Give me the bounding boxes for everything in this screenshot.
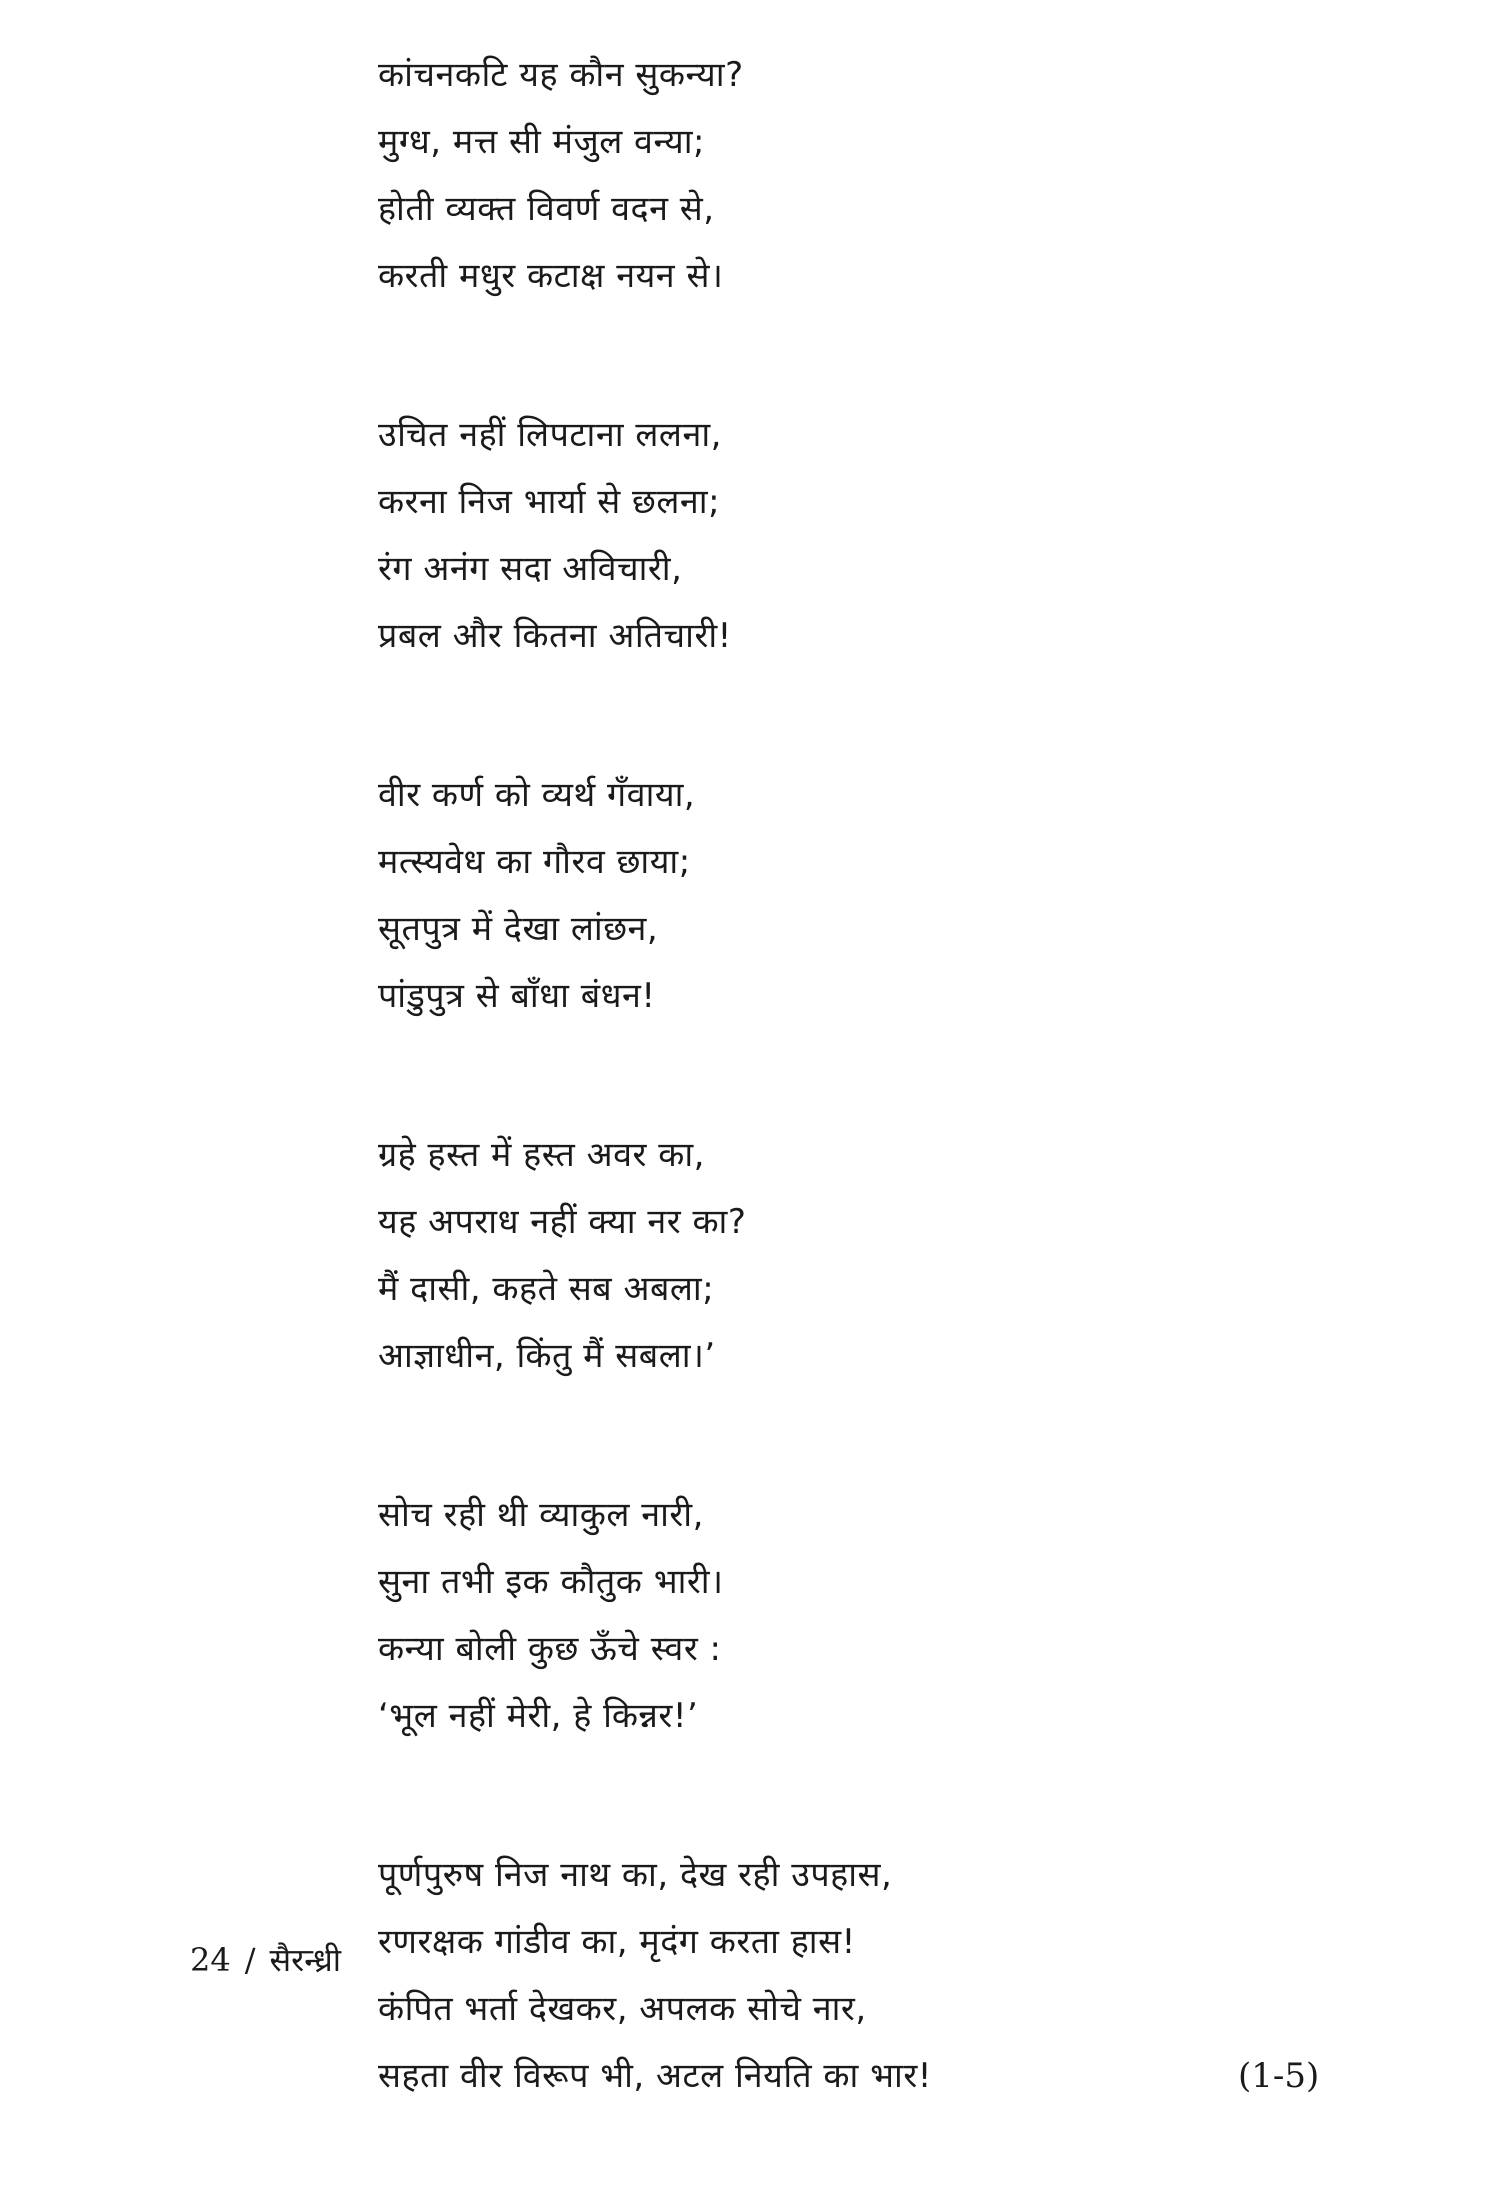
poem xyxy=(378,42,1338,2202)
poem-line: मैं दासी, कहते सब अबला; xyxy=(378,1269,715,1309)
book-title: सैरन्ध्री xyxy=(269,1941,342,1979)
poem-line: पांडुपुत्र से बाँधा बंधन! xyxy=(378,976,656,1016)
poem-line: कन्या बोली कुछ ऊँचे स्वर : xyxy=(378,1629,722,1669)
poem-line: करती मधुर कटाक्ष नयन से। xyxy=(378,256,724,296)
poem-line: करना निज भार्या से छलना; xyxy=(378,482,721,522)
poem-line: ग्रहे हस्त में हस्त अवर का, xyxy=(378,1135,705,1175)
poem-line: सोच रही थी व्याकुल नारी, xyxy=(378,1495,704,1535)
final-line-row xyxy=(378,2043,1338,2110)
poem-line: आज्ञाधीन, किंतु मैं सबला।’ xyxy=(378,1336,716,1376)
poem-line: होती व्यक्त विवर्ण वदन से, xyxy=(378,189,715,229)
poem-line: वीर कर्ण को व्यर्थ गँवाया, xyxy=(378,775,696,815)
poem-line: पूर्णपुरुष निज नाथ का, देख रही उपहास, xyxy=(378,1855,893,1895)
footer-separator: / xyxy=(244,1941,256,1979)
stanza-2 xyxy=(378,402,1338,670)
page-number: 24 xyxy=(190,1941,231,1979)
poem-line: कांचनकटि यह कौन सुकन्या? xyxy=(378,55,744,95)
poem-line: रणरक्षक गांडीव का, मृदंग करता हास! xyxy=(378,1922,856,1962)
stanza-4 xyxy=(378,1122,1338,1390)
page-footer xyxy=(190,1940,341,1980)
verse-reference: (1-5) xyxy=(1238,2056,1320,2096)
poem-line: रंग अनंग सदा अविचारी, xyxy=(378,549,683,589)
poem-line: मत्स्यवेध का गौरव छाया; xyxy=(378,842,691,882)
poem-line: उचित नहीं लिपटाना ललना, xyxy=(378,415,722,455)
poem-line: यह अपराध नहीं क्या नर का? xyxy=(378,1202,747,1242)
stanza-1 xyxy=(378,42,1338,310)
poem-line: सुना तभी इक कौतुक भारी। xyxy=(378,1562,724,1602)
poem-line: सूतपुत्र में देखा लांछन, xyxy=(378,909,659,949)
poem-line: प्रबल और कितना अतिचारी! xyxy=(378,616,732,656)
poem-line: ‘भूल नहीं मेरी, हे किन्नर!’ xyxy=(378,1696,699,1736)
poem-line: कंपित भर्ता देखकर, अपलक सोचे नार, xyxy=(378,1989,867,2029)
stanza-3 xyxy=(378,762,1338,1030)
stanza-5 xyxy=(378,1482,1338,1750)
poem-line: सहता वीर विरूप भी, अटल नियति का भार! xyxy=(378,2056,932,2096)
stanza-6 xyxy=(378,1842,1338,2110)
poem-line: मुग्ध, मत्त सी मंजुल वन्या; xyxy=(378,122,705,162)
